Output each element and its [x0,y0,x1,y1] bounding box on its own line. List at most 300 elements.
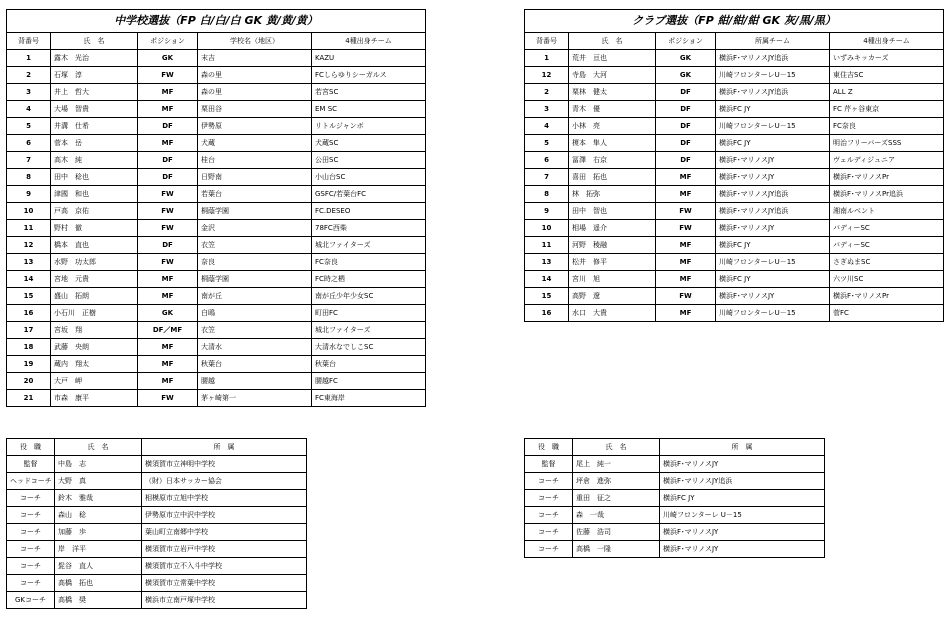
cell-name: 井上 哲大 [51,84,138,101]
cell-origin-team: FC奈良 [312,254,426,271]
cell-origin-team: リトルジャンボ [312,118,426,135]
cell-name: 武藤 央朗 [51,339,138,356]
cell-name: 田中 智也 [569,203,656,220]
cell-name: 戸高 京佑 [51,203,138,220]
table-row [525,288,944,305]
cell-role: コーチ [525,524,573,541]
cell-number: 8 [7,169,51,186]
header-position: ポジション [656,33,716,50]
cell-name: 中島 志 [55,456,142,473]
cell-number: 2 [7,67,51,84]
cell-name: 田中 稔也 [51,169,138,186]
cell-origin-team: 南が丘少年少女SC [312,288,426,305]
cell-school: 桐蔭学園 [198,203,312,220]
cell-number: 18 [7,339,51,356]
cell-affiliation: 横浜市立南戸塚中学校 [142,592,307,609]
cell-role: 監督 [7,456,55,473]
cell-school: 横浜F･マリノスJY [716,169,830,186]
cell-name: 岸 洋平 [55,541,142,558]
cell-affiliation: 相模原市立旭中学校 [142,490,307,507]
cell-position: GK [138,50,198,67]
cell-origin-team: バディーSC [830,237,944,254]
cell-position: GK [656,67,716,84]
cell-position: DF [138,118,198,135]
cell-number: 15 [525,288,569,305]
cell-number: 12 [525,67,569,84]
cell-name: 坪倉 進弥 [573,473,660,490]
cell-position: DF [138,152,198,169]
club-roster-title: クラブ選抜（FP 紺/紺/紺 GK 灰/黒/黒） [525,10,944,33]
cell-number: 14 [7,271,51,288]
table-row [7,237,426,254]
cell-name: 松井 修平 [569,254,656,271]
cell-name: 高橋 奨 [55,592,142,609]
school-staff-table [6,438,307,609]
table-row [525,203,944,220]
table-row [7,118,426,135]
cell-number: 21 [7,390,51,407]
header-affiliation: 所 属 [142,439,307,456]
header-name: 氏 名 [573,439,660,456]
table-row [7,152,426,169]
table-row [525,84,944,101]
cell-number: 5 [7,118,51,135]
table-row [7,390,426,407]
table-row [525,186,944,203]
table-row [7,288,426,305]
cell-name: 加藤 歩 [55,524,142,541]
cell-number: 6 [7,135,51,152]
club-staff-header [525,439,825,456]
header-name: 氏 名 [51,33,138,50]
cell-origin-team: ALL Z [830,84,944,101]
cell-name: 盛山 拓朗 [51,288,138,305]
table-row [525,254,944,271]
cell-name: 宮坂 翔 [51,322,138,339]
cell-number: 3 [7,84,51,101]
cell-position: DF [656,101,716,118]
table-row [525,271,944,288]
cell-school: 奈良 [198,254,312,271]
table-row [525,152,944,169]
cell-name: 河野 稜融 [569,237,656,254]
cell-position: MF [138,288,198,305]
cell-name: 相場 遥介 [569,220,656,237]
club-staff-table [524,438,825,558]
header-origin-team: 4種出身チーム [830,33,944,50]
cell-affiliation: 横須賀市立不入斗中学校 [142,558,307,575]
table-row [525,50,944,67]
cell-origin-team: 小山台SC [312,169,426,186]
school-roster-table [6,9,426,407]
cell-name: 髭谷 直人 [55,558,142,575]
cell-role: コーチ [7,490,55,507]
cell-position: GK [138,305,198,322]
cell-origin-team: GSFC/若葉台FC [312,186,426,203]
table-row [7,575,307,592]
cell-affiliation: 葉山町立南郷中学校 [142,524,307,541]
table-row [525,237,944,254]
cell-number: 11 [7,220,51,237]
cell-name: 橋本 直也 [51,237,138,254]
cell-school: 横浜F･マリノスJY [716,220,830,237]
cell-school: 川崎フロンターレU－15 [716,305,830,322]
cell-school: 横浜FC JY [716,271,830,288]
cell-school: 末吉 [198,50,312,67]
header-role: 役 職 [7,439,55,456]
cell-affiliation: 伊勢原市立中沢中学校 [142,507,307,524]
cell-origin-team: さぎぬまSC [830,254,944,271]
cell-name: 大戸 岬 [51,373,138,390]
cell-origin-team: 大清水なでしこSC [312,339,426,356]
cell-position: FW [138,254,198,271]
cell-school: 横浜F･マリノスJY追浜 [716,84,830,101]
cell-position: DF [656,152,716,169]
cell-origin-team: 横浜F･マリノスPr追浜 [830,186,944,203]
cell-school: 横浜FC JY [716,101,830,118]
cell-school: 横浜F･マリノスJY追浜 [716,50,830,67]
cell-name: 小石川 正樹 [51,305,138,322]
cell-affiliation: 横浜FC JY [660,490,825,507]
cell-school: 南が丘 [198,288,312,305]
table-row [7,169,426,186]
cell-origin-team: いずみキッカーズ [830,50,944,67]
cell-position: DF [656,118,716,135]
table-row [525,456,825,473]
cell-school: 若葉台 [198,186,312,203]
cell-school: 衣笠 [198,237,312,254]
cell-number: 4 [7,101,51,118]
cell-number: 16 [525,305,569,322]
cell-school: 犬蔵 [198,135,312,152]
cell-school: 腰越 [198,373,312,390]
cell-number: 13 [7,254,51,271]
cell-name: 鈴木 雅哉 [55,490,142,507]
cell-origin-team: 城北ファイターズ [312,237,426,254]
cell-origin-team: FC 芹ヶ谷東京 [830,101,944,118]
cell-name: 井溝 仕希 [51,118,138,135]
cell-origin-team: 横浜F･マリノスPr [830,288,944,305]
cell-name: 森 一哉 [573,507,660,524]
cell-role: コーチ [525,507,573,524]
table-row [7,373,426,390]
cell-origin-team: 町田FC [312,305,426,322]
table-row [525,101,944,118]
cell-role: コーチ [7,558,55,575]
header-origin-team: 4種出身チーム [312,33,426,50]
cell-position: MF [138,373,198,390]
cell-school: 横浜F･マリノスJY追浜 [716,186,830,203]
cell-origin-team: 腰越FC [312,373,426,390]
table-row [525,507,825,524]
cell-role: コーチ [525,541,573,558]
cell-origin-team: 若宮SC [312,84,426,101]
table-row [7,322,426,339]
cell-number: 13 [525,254,569,271]
cell-origin-team: 公田SC [312,152,426,169]
cell-name: 高野 遼 [569,288,656,305]
cell-position: MF [138,84,198,101]
table-row [525,67,944,84]
cell-school: 茅ヶ崎第一 [198,390,312,407]
cell-position: MF [656,169,716,186]
header-number: 背番号 [7,33,51,50]
cell-number: 7 [525,169,569,186]
cell-origin-team: 犬蔵SC [312,135,426,152]
cell-school: 日野南 [198,169,312,186]
cell-name: 野村 徹 [51,220,138,237]
cell-origin-team: 城北ファイターズ [312,322,426,339]
cell-position: MF [138,135,198,152]
cell-school: 金沢 [198,220,312,237]
cell-position: FW [138,390,198,407]
cell-position: FW [138,220,198,237]
cell-origin-team: バディーSC [830,220,944,237]
cell-name: 重田 征之 [573,490,660,507]
table-row [7,203,426,220]
cell-affiliation: 横浜F･マリノスJY [660,524,825,541]
cell-name: 栗林 健太 [569,84,656,101]
cell-position: MF [138,339,198,356]
cell-school: 大清水 [198,339,312,356]
table-row [7,558,307,575]
table-row [7,50,426,67]
cell-origin-team: FC奈良 [830,118,944,135]
cell-name: 宮地 元貴 [51,271,138,288]
cell-school: 秋葉台 [198,356,312,373]
cell-origin-team: 東住吉SC [830,67,944,84]
cell-school: 川崎フロンターレU－15 [716,254,830,271]
header-position: ポジション [138,33,198,50]
header-name: 氏 名 [55,439,142,456]
cell-name: 森山 稔 [55,507,142,524]
cell-origin-team: 湘南ルベント [830,203,944,220]
cell-name: 石塚 淳 [51,67,138,84]
cell-role: 監督 [525,456,573,473]
cell-number: 14 [525,271,569,288]
cell-position: FW [656,220,716,237]
table-row [7,507,307,524]
cell-number: 10 [7,203,51,220]
header-club: 所属チーム [716,33,830,50]
table-row [7,541,307,558]
table-row [7,271,426,288]
cell-affiliation: 川崎フロンターレ U－15 [660,507,825,524]
cell-name: 冨澤 右京 [569,152,656,169]
table-row [525,118,944,135]
table-row [7,84,426,101]
table-row [525,305,944,322]
cell-number: 6 [525,152,569,169]
cell-origin-team: ヴェルディジュニア [830,152,944,169]
cell-school: 衣笠 [198,322,312,339]
cell-school: 栗田谷 [198,101,312,118]
table-row [525,473,825,490]
table-row [7,356,426,373]
cell-origin-team: 明治フリーバーズSSS [830,135,944,152]
cell-origin-team: 菅FC [830,305,944,322]
cell-affiliation: 横浜F･マリノスJY [660,456,825,473]
cell-name: 寺島 大河 [569,67,656,84]
cell-name: 佐藤 浩司 [573,524,660,541]
cell-role: コーチ [525,473,573,490]
cell-number: 10 [525,220,569,237]
cell-school: 横浜FC JY [716,135,830,152]
cell-school: 森の里 [198,84,312,101]
table-row [7,592,307,609]
cell-affiliation: 横須賀市立神明中学校 [142,456,307,473]
cell-number: 3 [525,101,569,118]
cell-number: 1 [525,50,569,67]
table-row [7,220,426,237]
table-row [7,135,426,152]
table-row [525,541,825,558]
cell-number: 12 [7,237,51,254]
cell-name: 高木 純 [51,152,138,169]
cell-role: ヘッドコーチ [7,473,55,490]
header-school: 学校名（地区） [198,33,312,50]
cell-number: 9 [525,203,569,220]
cell-position: MF [656,254,716,271]
cell-position: FW [656,288,716,305]
table-row [7,524,307,541]
cell-number: 9 [7,186,51,203]
cell-role: コーチ [7,507,55,524]
cell-name: 水野 功太郎 [51,254,138,271]
table-row [7,456,307,473]
cell-school: 白鴎 [198,305,312,322]
cell-name: 市森 康平 [51,390,138,407]
cell-role: コーチ [7,575,55,592]
table-row [525,220,944,237]
cell-position: DF [138,169,198,186]
table-row [7,305,426,322]
cell-number: 19 [7,356,51,373]
cell-position: MF [656,271,716,288]
cell-position: GK [656,50,716,67]
cell-position: FW [656,203,716,220]
cell-position: MF [138,271,198,288]
cell-affiliation: （財）日本サッカー協会 [142,473,307,490]
cell-school: 横浜F･マリノスJY [716,152,830,169]
table-row [7,490,307,507]
cell-name: 蔵内 翔太 [51,356,138,373]
cell-origin-team: 秋葉台 [312,356,426,373]
table-row [525,135,944,152]
cell-name: 水口 大貴 [569,305,656,322]
cell-name: 宮川 旭 [569,271,656,288]
cell-position: MF [656,186,716,203]
cell-position: MF [138,101,198,118]
table-row [7,254,426,271]
header-affiliation: 所 属 [660,439,825,456]
table-row [7,339,426,356]
cell-affiliation: 横須賀市立常葉中学校 [142,575,307,592]
cell-origin-team: KAZU [312,50,426,67]
cell-number: 15 [7,288,51,305]
cell-number: 11 [525,237,569,254]
header-role: 役 職 [525,439,573,456]
cell-name: 菅本 岳 [51,135,138,152]
cell-position: DF [656,84,716,101]
cell-position: DF／MF [138,322,198,339]
table-row [525,490,825,507]
cell-school: 伊勢原 [198,118,312,135]
cell-origin-team: FC東海岸 [312,390,426,407]
cell-name: 青木 優 [569,101,656,118]
cell-position: MF [138,356,198,373]
cell-name: 大野 真 [55,473,142,490]
cell-affiliation: 横須賀市立岩戸中学校 [142,541,307,558]
cell-role: コーチ [7,524,55,541]
table-row [7,67,426,84]
cell-origin-team: FCしらゆりシーガルス [312,67,426,84]
cell-affiliation: 横浜F･マリノスJY [660,541,825,558]
cell-position: MF [656,237,716,254]
cell-number: 16 [7,305,51,322]
cell-school: 川崎フロンターレU－15 [716,118,830,135]
cell-number: 20 [7,373,51,390]
header-number: 背番号 [525,33,569,50]
table-row [525,169,944,186]
cell-role: コーチ [525,490,573,507]
cell-position: MF [656,305,716,322]
school-roster-header [7,33,426,50]
cell-number: 17 [7,322,51,339]
cell-name: 尾上 純一 [573,456,660,473]
cell-role: コーチ [7,541,55,558]
cell-role: GKコーチ [7,592,55,609]
cell-name: 榎本 隼人 [569,135,656,152]
cell-origin-team: 横浜F･マリノスPr [830,169,944,186]
school-staff-header [7,439,307,456]
cell-number: 2 [525,84,569,101]
cell-school: 横浜F･マリノスJY [716,288,830,305]
cell-name: 露木 光治 [51,50,138,67]
cell-school: 桐蔭学園 [198,271,312,288]
cell-school: 横浜F･マリノスJY追浜 [716,203,830,220]
cell-number: 1 [7,50,51,67]
header-name: 氏 名 [569,33,656,50]
table-row [7,473,307,490]
cell-position: DF [138,237,198,254]
cell-name: 津國 和也 [51,186,138,203]
club-roster-table [524,9,944,322]
cell-number: 5 [525,135,569,152]
cell-name: 小林 亮 [569,118,656,135]
cell-name: 喜田 拓也 [569,169,656,186]
cell-name: 林 拓弥 [569,186,656,203]
cell-name: 高橋 拓也 [55,575,142,592]
cell-school: 川崎フロンターレU－15 [716,67,830,84]
cell-origin-team: FC.DESEO [312,203,426,220]
cell-position: FW [138,67,198,84]
cell-school: 森の里 [198,67,312,84]
cell-origin-team: 六ツ川SC [830,271,944,288]
cell-origin-team: 78FC西柴 [312,220,426,237]
cell-name: 高橋 一隆 [573,541,660,558]
table-row [7,101,426,118]
cell-position: DF [656,135,716,152]
cell-position: FW [138,186,198,203]
cell-position: FW [138,203,198,220]
cell-name: 大場 智貴 [51,101,138,118]
cell-school: 桂台 [198,152,312,169]
club-roster-header [525,33,944,50]
table-row [7,186,426,203]
cell-number: 7 [7,152,51,169]
school-roster-title: 中学校選抜（FP 白/白/白 GK 黄/黄/黄） [7,10,426,33]
